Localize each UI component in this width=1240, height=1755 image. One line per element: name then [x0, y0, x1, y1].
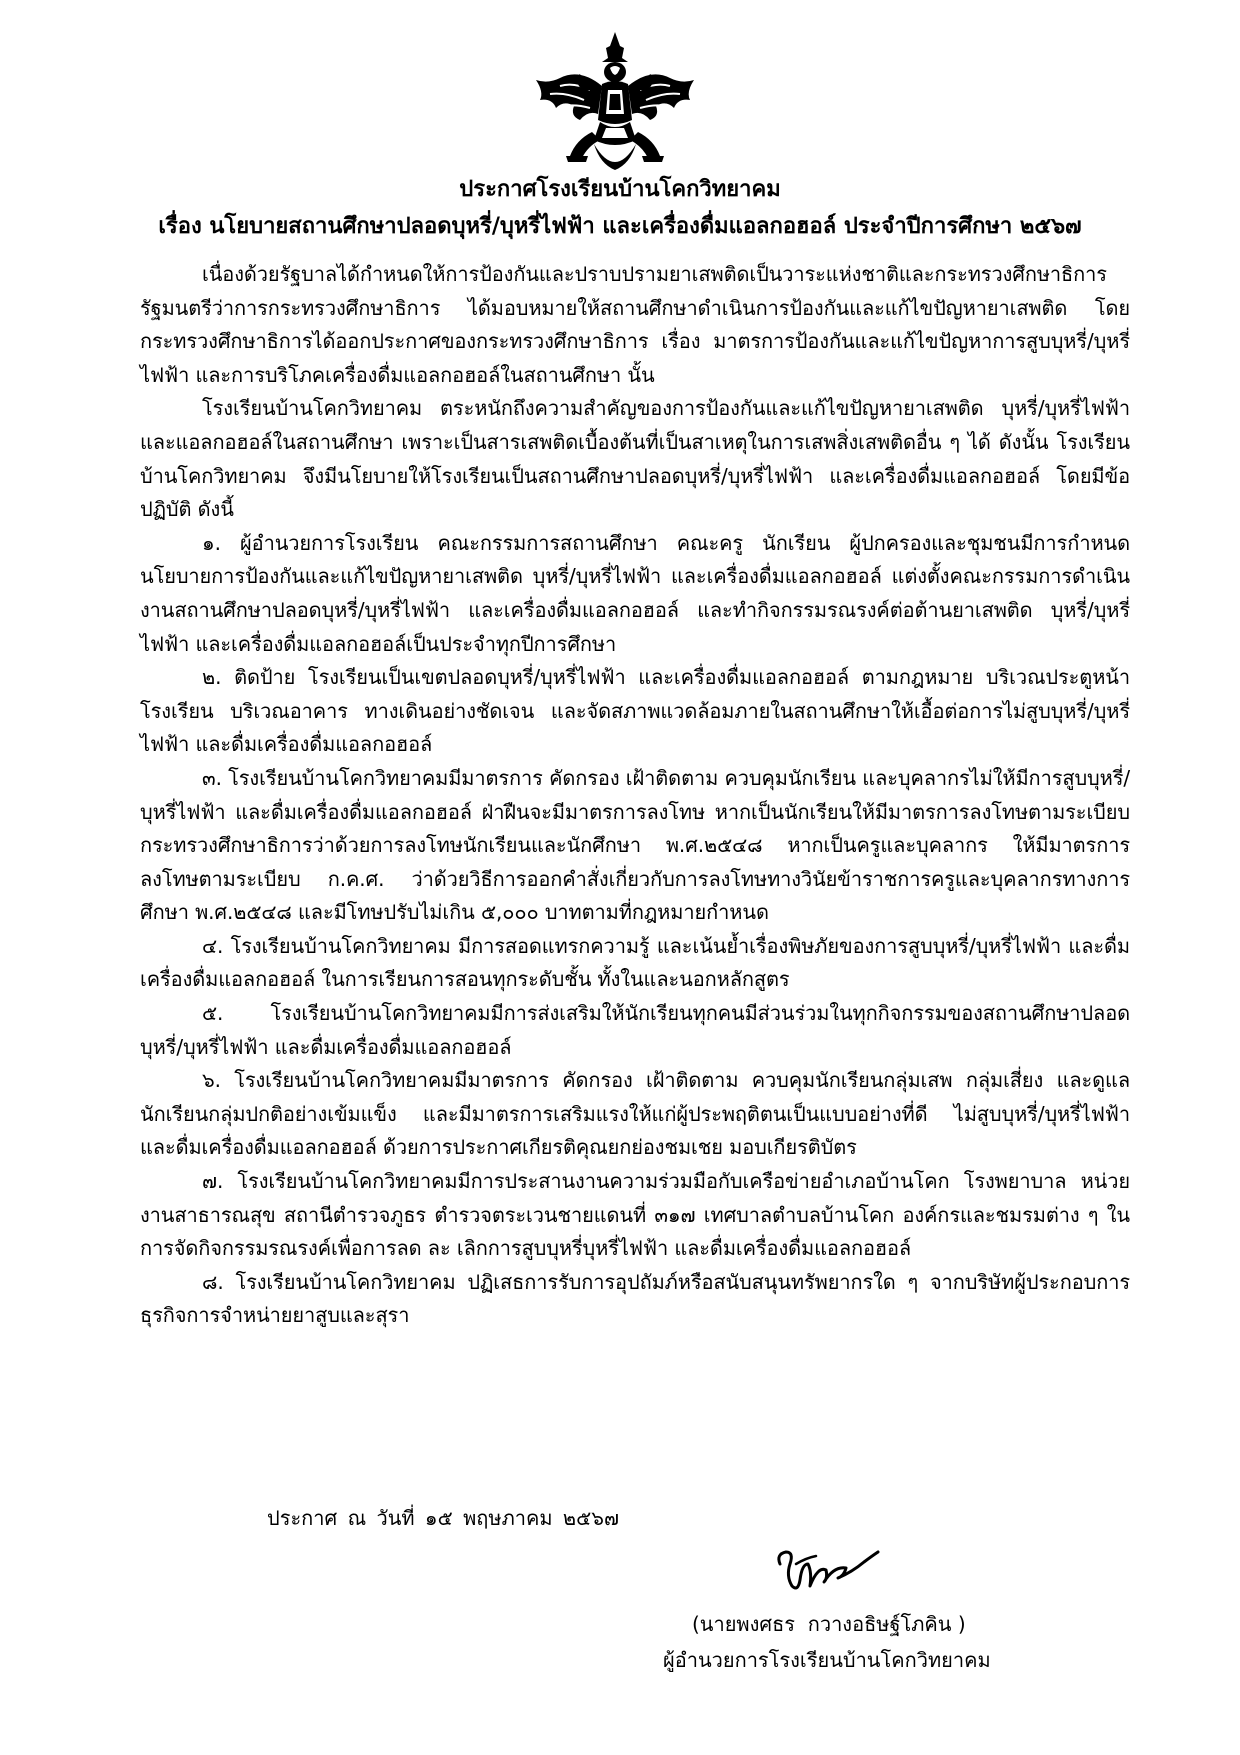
- policy-item-6: ๖. โรงเรียนบ้านโคกวิทยาคมมีมาตรการ คัดกรอง เฝ้าติดตาม ควบคุมนักเรียนกลุ่มเสพ กลุ่มเสี่ยง และดูแลนักเรียนกลุ่มปกติอย่างเข้มแข็ง และมีมาตรการเสริมแรงให้แก่ผู้ประพฤติตนเป็นแบบอย่างที่ดี ไม่สูบบุหรี่/บุหรี่ไฟฟ้า และดื่มเครื่องดื่มแอลกอฮอล์ ด้วยการประกาศเกียรติคุณยกย่องชมเชย มอบเกียรติบัตร: [140, 1068, 1130, 1160]
- signer-title: ผู้อำนวยการโรงเรียนบ้านโคกวิทยาคม: [663, 1648, 991, 1672]
- policy-item-7: ๗. โรงเรียนบ้านโคกวิทยาคมมีการประสานงานความร่วมมือกับเครือข่ายอำเภอบ้านโคก โรงพยาบาล หน่วยงานสาธารณสุข สถานีตำรวจภูธร ตำรวจตระเวนชายแดนที่ ๓๑๗ เทศบาลตำบลบ้านโคก องค์กรและชมรมต่าง ๆ ในการจัดกิจกรรมรณรงค์เพื่อการลด ละ เลิกการสูบบุหรี่บุหรี่ไฟฟ้า และดื่มเครื่องดื่มแอลกอฮอล์: [140, 1169, 1130, 1261]
- announcement-date: ประกาศ ณ วันที่ ๑๕ พฤษภาคม ๒๕๖๗: [267, 1506, 619, 1530]
- handwritten-signature-icon: [772, 1542, 882, 1600]
- policy-item-1: ๑. ผู้อำนวยการโรงเรียน คณะกรรมการสถานศึกษา คณะครู นักเรียน ผู้ปกครองและชุมชนมีการกำหนดนโยบายการป้องกันและแก้ไขปัญหายาเสพติด บุหรี่/บุหรี่ไฟฟ้า และเครื่องดื่มแอลกอฮอล์ แต่งตั้งคณะกรรมการดำเนินงานสถานศึกษาปลอดบุหรี่/บุหรี่ไฟฟ้า และเครื่องดื่มแอลกอฮอล์ และทำกิจกรรมรณรงค์ต่อต้านยาเสพติด บุหรี่/บุหรี่ไฟฟ้า และเครื่องดื่มแอลกอฮอล์เป็นประจำทุกปีการศึกษา: [140, 530, 1130, 656]
- policy-item-5: ๕. โรงเรียนบ้านโคกวิทยาคมมีการส่งเสริมให้นักเรียนทุกคนมีส่วนร่วมในทุกกิจกรรมของสถานศึกษาปลอดบุหรี่/บุหรี่ไฟฟ้า และดื่มเครื่องดื่มแอลกอฮอล์: [140, 1001, 1130, 1059]
- signer-name: (นายพงศธร กวางอธิษฐ์โภคิน ): [692, 1612, 966, 1636]
- body-paragraph: โรงเรียนบ้านโคกวิทยาคม ตระหนักถึงความสำคัญของการป้องกันและแก้ไขปัญหายาเสพติด บุหรี่/บุหรี่ไฟฟ้า และแอลกอฮอล์ในสถานศึกษา เพราะเป็นสารเสพติดเบื้องต้นที่เป็นสาเหตุในการเสพสิ่งเสพติดอื่น ๆ ได้ ดังนั้น โรงเรียนบ้านโคกวิทยาคม จึงมีนโยบายให้โรงเรียนเป็นสถานศึกษาปลอดบุหรี่/บุหรี่ไฟฟ้า และเครื่องดื่มแอลกอฮอล์ โดยมีข้อปฏิบัติ ดังนี้: [140, 396, 1130, 522]
- policy-item-4: ๔. โรงเรียนบ้านโคกวิทยาคม มีการสอดแทรกความรู้ และเน้นย้ำเรื่องพิษภัยของการสูบบุหรี่/บุหรี่ไฟฟ้า และดื่มเครื่องดื่มแอลกอฮอล์ ในการเรียนการสอนทุกระดับชั้น ทั้งในและนอกหลักสูตร: [140, 933, 1130, 992]
- policy-item-8: ๘. โรงเรียนบ้านโคกวิทยาคม ปฏิเสธการรับการอุปถัมภ์หรือสนับสนุนทรัพยากรใด ๆ จากบริษัทผู้ประกอบการธุรกิจการจำหน่ายยาสูบและสุรา: [140, 1269, 1130, 1328]
- policy-item-3: ๓. โรงเรียนบ้านโคกวิทยาคมมีมาตรการ คัดกรอง เฝ้าติดตาม ควบคุมนักเรียน และบุคลากรไม่ให้มีการสูบบุหรี่/บุหรี่ไฟฟ้า และดื่มเครื่องดื่มแอลกอฮอล์ ฝ่าฝืนจะมีมาตรการลงโทษ หากเป็นนักเรียนให้มีมาตรการลงโทษตามระเบียบ กระทรวงศึกษาธิการว่าด้วยการลงโทษนักเรียนและนักศึกษา พ.ศ.๒๕๔๘ หากเป็นครูและบุคลากร ให้มีมาตรการลงโทษตามระเบียบ ก.ค.ศ. ว่าด้วยวิธีการออกคำสั่งเกี่ยวกับการลงโทษทางวินัยข้าราชการครูและบุคลากรทางการศึกษา พ.ศ.๒๕๔๘ และมีโทษปรับไม่เกิน ๕,๐๐๐ บาทตามที่กฎหมายกำหนด: [140, 765, 1130, 925]
- announcement-subject: เรื่อง นโยบายสถานศึกษาปลอดบุหรี่/บุหรี่ไฟฟ้า และเครื่องดื่มแอลกอฮอล์ ประจำปีการศึกษา ๒๕๖๗: [158, 214, 1082, 239]
- body-paragraph: เนื่องด้วยรัฐบาลได้กำหนดให้การป้องกันและปราบปรามยาเสพติดเป็นวาระแห่งชาติและกระทรวงศึกษาธิการ รัฐมนตรีว่าการกระทรวงศึกษาธิการ ได้มอบหมายให้สถานศึกษาดำเนินการป้องกันและแก้ไขปัญหายาเสพติด โดยกระทรวงศึกษาธิการได้ออกประกาศของกระทรวงศึกษาธิการ เรื่อง มาตรการป้องกันและแก้ไขปัญหาการสูบบุหรี่/บุหรี่ไฟฟ้า และการบริโภคเครื่องดื่มแอลกอฮอล์ในสถานศึกษา นั้น: [140, 262, 1130, 387]
- policy-item-2: ๒. ติดป้าย โรงเรียนเป็นเขตปลอดบุหรี่/บุหรี่ไฟฟ้า และเครื่องดื่มแอลกอฮอล์ ตามกฎหมาย บริเวณประตูหน้าโรงเรียน บริเวณอาคาร ทางเดินอย่างชัดเจน และจัดสภาพแวดล้อมภายในสถานศึกษาให้เอื้อต่อการไม่สูบบุหรี่/บุหรี่ไฟฟ้า และดื่มเครื่องดื่มแอลกอฮอล์: [140, 665, 1130, 757]
- announcement-title: ประกาศโรงเรียนบ้านโคกวิทยาคม: [459, 177, 781, 202]
- announcement-body: [140, 258, 1130, 1333]
- garuda-emblem-icon: [530, 28, 700, 180]
